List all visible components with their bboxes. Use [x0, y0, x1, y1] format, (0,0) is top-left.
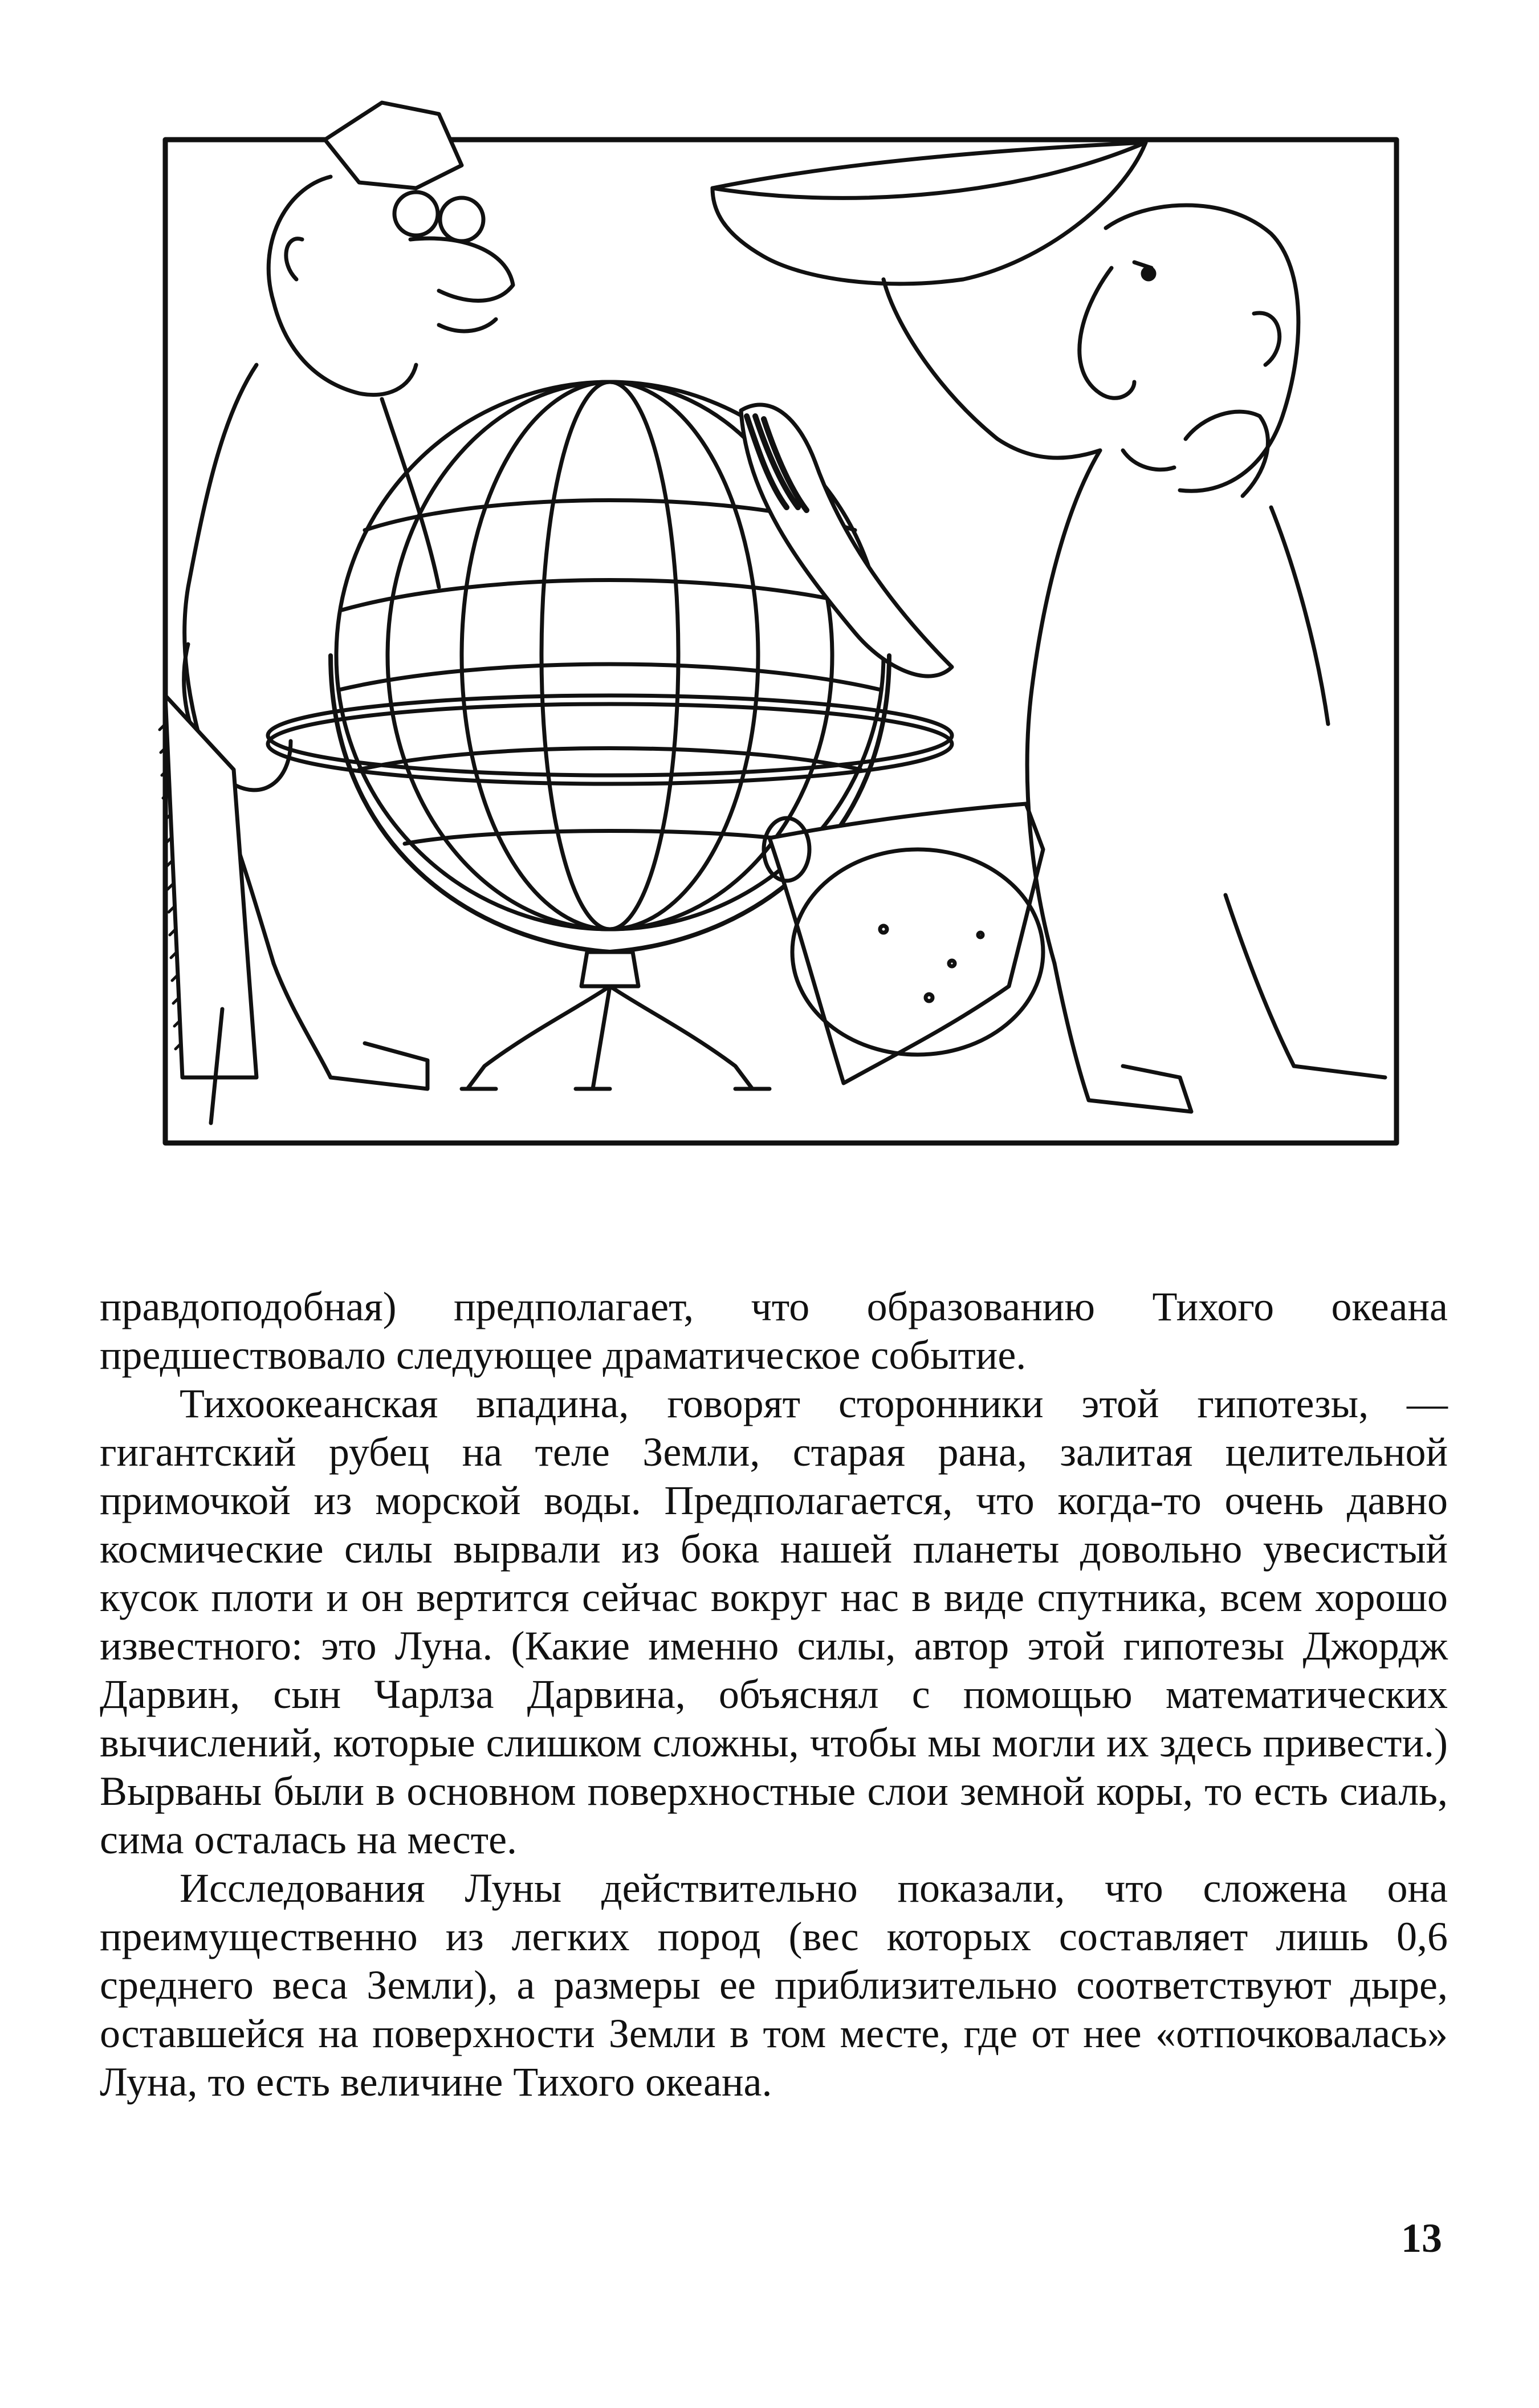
paragraph-1: правдоподобная) предполагает, что образованию Тихого океана предшествовало следующее драматическое событие. — [100, 1284, 1448, 1378]
body-text — [100, 1283, 1448, 2106]
left-figure — [160, 103, 513, 1123]
illustration-frame — [165, 140, 1396, 1143]
scroll-drawing — [764, 804, 1043, 1083]
page-number: 13 — [1401, 2215, 1442, 2261]
paragraph-2: Тихоокеанская впадина, говорят сторонники этой гипотезы, — гигантский рубец на теле Земли, старая рана, залитая целительной примочкой из морской воды. Предполагается, что когда-то очень давно космические силы вырвали из бока нашей планеты довольно увесистый кусок плоти и он вертится сейчас вокруг нас в виде спутника, всем хорошо известного: это Луна. (Какие именно силы, автор этой гипотезы Джордж Дарвин, сын Чарлза Дарвина, объяснял с помощью математических вычислений, которые слишком сложны, чтобы мы могли их здесь привести.) Вырваны были в основном поверхностные слои земной коры, то есть сиаль, сима осталась на месте. — [100, 1381, 1448, 1862]
cartoon-illustration — [142, 97, 1425, 1180]
paragraph-3: Исследования Луны действительно показали, что сложена она преимущественно из легких пород (вес которых составляет лишь 0,6 среднего веса Земли), а размеры ее приблизительно соответствуют дыре, оставшейся на поверхности Земли в том месте, где от нее «отпочковалась» Луна, то есть величине Тихого океана. — [100, 1865, 1448, 2105]
